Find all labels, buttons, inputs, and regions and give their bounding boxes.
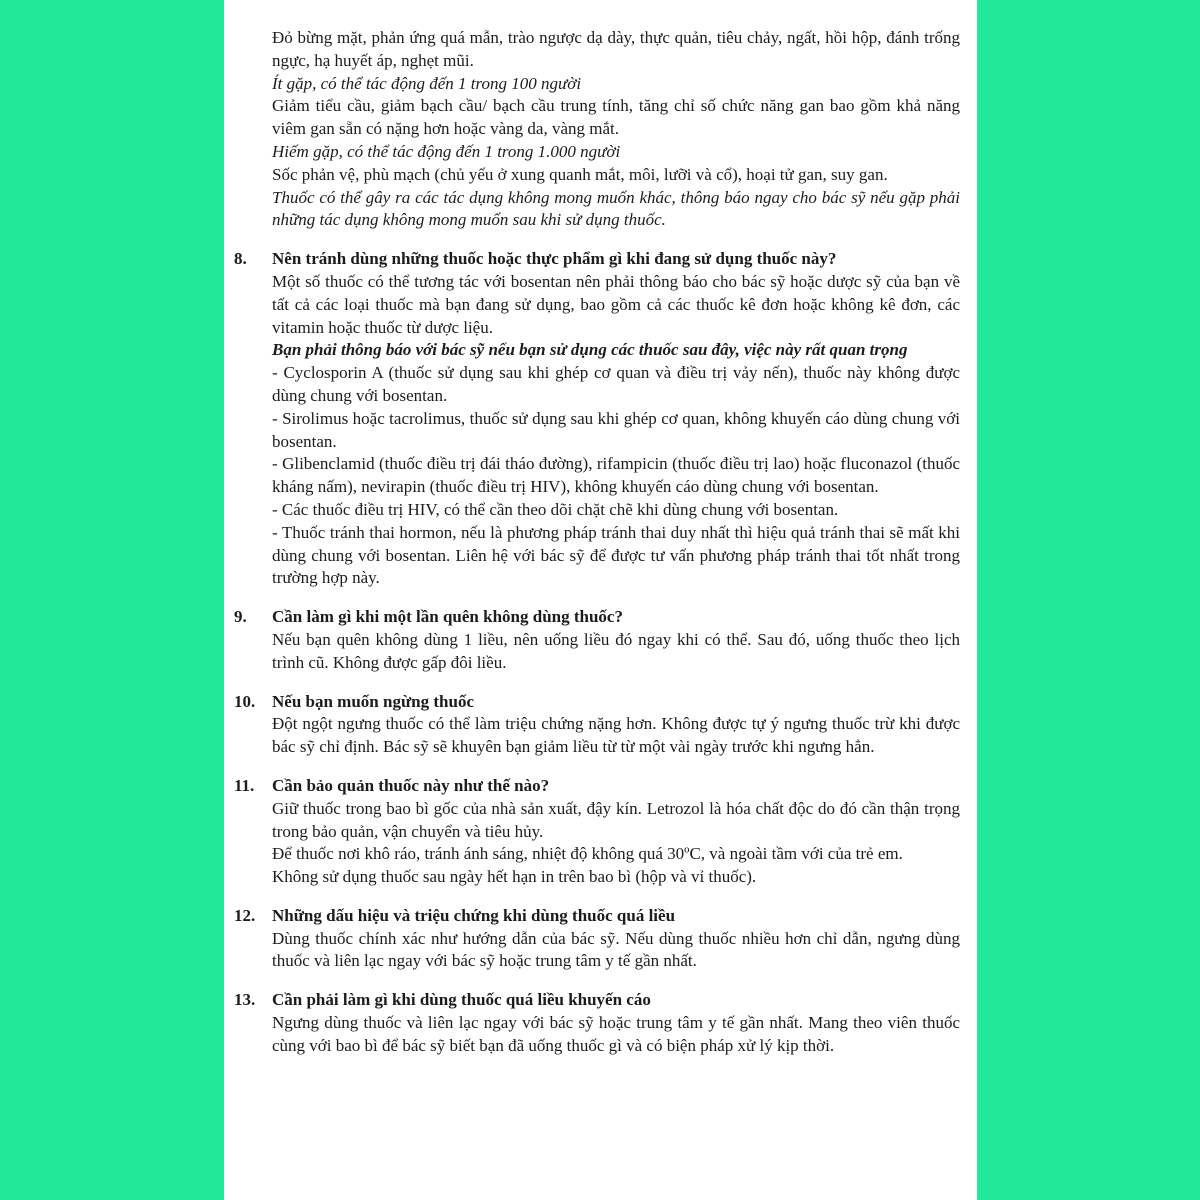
side-effects-continuation [234, 27, 960, 232]
section-heading [234, 248, 960, 271]
section-title: Cần phải làm gì khi dùng thuốc quá liều khuyến cáo [272, 990, 651, 1010]
section-12 [234, 905, 960, 973]
list-item: - Sirolimus hoặc tacrolimus, thuốc sử dụng sau khi ghép cơ quan, không khuyến cáo dùng chung với bosentan. [272, 408, 960, 451]
section-heading [234, 606, 960, 629]
list-item: - Các thuốc điều trị HIV, có thể cần theo dõi chặt chẽ khi dùng chung với bosentan. [272, 499, 839, 519]
emphasis-paragraph: Bạn phải thông báo với bác sỹ nếu bạn sử dụng các thuốc sau đây, việc này rất quan trọng [272, 340, 908, 360]
paragraph: Giảm tiểu cầu, giảm bạch cầu/ bạch cầu trung tính, tăng chỉ số chức năng gan bao gồm khả năng viêm gan sẵn có nặng hơn hoặc vàng da, vàng mắt. [272, 96, 960, 139]
list-item: - Thuốc tránh thai hormon, nếu là phương pháp tránh thai duy nhất thì hiệu quả tránh thai sẽ mất khi dùng chung với bosentan. Liên hệ với bác sỹ để được tư vấn phương pháp tránh thai tốt nhất trong trường hợp này. [272, 522, 960, 588]
section-number: 11. [234, 775, 255, 795]
section-title: Nếu bạn muốn ngừng thuốc [272, 691, 474, 711]
section-title: Nên tránh dùng những thuốc hoặc thực phẩm gì khi đang sử dụng thuốc này? [272, 249, 837, 269]
paragraph: Đột ngột ngưng thuốc có thể làm triệu chứng nặng hơn. Không được tự ý ngưng thuốc trừ khi được bác sỹ chỉ định. Bác sỹ sẽ khuyên bạn giảm liều từ từ một vài ngày trước khi ngưng hẳn. [272, 714, 960, 757]
document-page [224, 0, 977, 1200]
paragraph: Một số thuốc có thể tương tác với bosentan nên phải thông báo cho bác sỹ hoặc dược sỹ của bạn về tất cả các loại thuốc mà bạn đang sử dụng, bao gồm cả các thuốc kê đơn hoặc không kê đơn, các vitamin hoặc thuốc từ dược liệu. [272, 271, 960, 337]
document-content [234, 27, 960, 1058]
frequency-uncommon-label: Ít gặp, có thể tác động đến 1 trong 100 người [272, 73, 582, 93]
list-item: - Cyclosporin A (thuốc sử dụng sau khi ghép cơ quan và điều trị vảy nến), thuốc này không được dùng chung với bosentan. [272, 363, 960, 405]
section-heading [234, 989, 960, 1012]
section-10 [234, 691, 960, 759]
section-title: Những dấu hiệu và triệu chứng khi dùng thuốc quá liều [272, 905, 676, 925]
section-number: 8. [234, 249, 247, 269]
section-title: Cần bảo quản thuốc này như thế nào? [272, 775, 550, 795]
section-title: Cần làm gì khi một lần quên không dùng thuốc? [272, 607, 623, 627]
section-9 [234, 606, 960, 674]
paragraph: Sốc phản vệ, phù mạch (chủ yếu ở xung quanh mắt, môi, lưỡi và cổ), hoại tử gan, suy gan. [272, 164, 888, 184]
section-8 [234, 248, 960, 590]
paragraph: Dùng thuốc chính xác như hướng dẫn của bác sỹ. Nếu dùng thuốc nhiều hơn chỉ dẫn, ngưng dùng thuốc và liên lạc ngay với bác sỹ hoặc trung tâm y tế gần nhất. [272, 928, 960, 971]
section-heading [234, 691, 960, 714]
notice-paragraph: Thuốc có thể gây ra các tác dụng không mong muốn khác, thông báo ngay cho bác sỹ nếu gặp phải những tác dụng không mong muốn sau khi sử dụng thuốc. [272, 187, 960, 230]
section-heading [234, 775, 960, 798]
paragraph: Không sử dụng thuốc sau ngày hết hạn in trên bao bì (hộp và vỉ thuốc). [272, 867, 757, 887]
section-heading [234, 905, 960, 928]
section-number: 9. [234, 607, 247, 627]
frequency-rare-label: Hiếm gặp, có thể tác động đến 1 trong 1.000 người [272, 141, 621, 161]
paragraph: Đỏ bừng mặt, phản ứng quá mẫn, trào ngược dạ dày, thực quản, tiêu chảy, ngất, hồi hộp, đánh trống ngực, hạ huyết áp, nghẹt mũi. [272, 28, 960, 70]
section-13 [234, 989, 960, 1057]
paragraph: Giữ thuốc trong bao bì gốc của nhà sản xuất, đậy kín. Letrozol là hóa chất độc do đó cần thận trọng trong bảo quản, vận chuyển và tiêu hủy. [272, 798, 960, 841]
section-11 [234, 775, 960, 889]
paragraph: Ngưng dùng thuốc và liên lạc ngay với bác sỹ hoặc trung tâm y tế gần nhất. Mang theo viên thuốc cùng với bao bì để bác sỹ biết bạn đã uống thuốc gì và có biện pháp xử lý kịp thời. [272, 1013, 960, 1055]
paragraph: Để thuốc nơi khô ráo, tránh ánh sáng, nhiệt độ không quá 30ºC, và ngoài tầm với của trẻ em. [272, 844, 903, 864]
section-number: 13. [234, 990, 256, 1010]
section-number: 12. [234, 905, 256, 925]
section-number: 10. [234, 691, 256, 711]
paragraph: Nếu bạn quên không dùng 1 liều, nên uống liều đó ngay khi có thể. Sau đó, uống thuốc theo lịch trình cũ. Không được gấp đôi liều. [272, 629, 960, 672]
list-item: - Glibenclamid (thuốc điều trị đái tháo đường), rifampicin (thuốc điều trị lao) hoặc fluconazol (thuốc kháng nấm), nevirapin (thuốc điều trị HIV), không khuyến cáo dùng chung với bosentan. [272, 454, 960, 497]
